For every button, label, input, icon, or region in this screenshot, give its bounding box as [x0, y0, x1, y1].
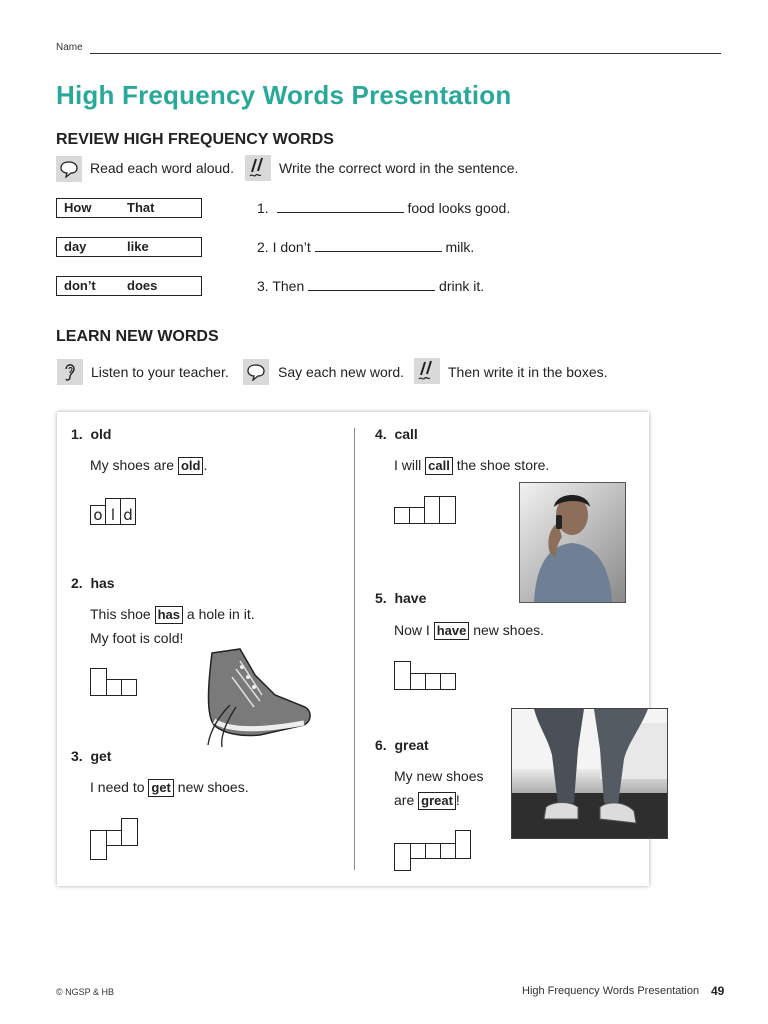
item-sentence-great: are great !: [394, 792, 460, 808]
letter-box[interactable]: [410, 843, 426, 859]
word: don’t: [64, 278, 96, 293]
item-title-get: 3. get: [71, 748, 112, 764]
item-title-have: 5. have: [375, 590, 427, 606]
review-sentence-1: 1. food looks good.: [257, 200, 511, 216]
item-title-old: 1. old: [71, 426, 112, 442]
item-sentence-has-line2: My foot is cold!: [90, 630, 184, 646]
word: day: [64, 239, 87, 254]
target-word: call: [425, 457, 453, 475]
item-sentence-old: My shoes are old .: [90, 457, 208, 473]
letter-box[interactable]: [121, 679, 137, 696]
review-sentence-2: 2. I don’t milk.: [257, 239, 475, 255]
letter-box[interactable]: [440, 673, 456, 690]
item-sentence-great-line1: My new shoes: [394, 768, 484, 784]
word: does: [127, 278, 158, 293]
letter-box[interactable]: [424, 496, 440, 524]
item-title-call: 4. call: [375, 426, 418, 442]
letter-box[interactable]: [394, 507, 410, 524]
letter-box[interactable]: [409, 507, 425, 524]
letter-box[interactable]: [425, 673, 441, 690]
review-heading: REVIEW HIGH FREQUENCY WORDS: [56, 131, 334, 148]
letter-box[interactable]: [90, 668, 107, 696]
letter-box[interactable]: [106, 679, 122, 696]
target-word: great: [418, 792, 456, 810]
letter-box[interactable]: [106, 830, 122, 846]
name-line[interactable]: [90, 53, 721, 54]
letter-box[interactable]: [439, 496, 456, 524]
instruction-say: Say each new word.: [278, 364, 405, 380]
word-pair-box: [56, 276, 202, 296]
man-on-phone-photo: [519, 482, 626, 603]
item-sentence-have: Now I have new shoes.: [394, 622, 545, 638]
word: How: [64, 200, 92, 215]
word: That: [127, 200, 155, 215]
letter-box[interactable]: d: [120, 498, 136, 525]
letter-box[interactable]: l: [105, 498, 121, 525]
answer-blank[interactable]: [315, 239, 442, 252]
learn-heading: LEARN NEW WORDS: [56, 328, 219, 345]
item-sentence-call: I will call the shoe store.: [394, 457, 550, 473]
letter-box[interactable]: [394, 661, 411, 690]
target-word: old: [178, 457, 204, 475]
name-label: Name: [56, 42, 83, 53]
item-title-great: 6. great: [375, 737, 429, 753]
letter-box[interactable]: [455, 830, 471, 859]
running-title: High Frequency Words Presentation: [522, 985, 700, 997]
ear-icon: [57, 359, 83, 385]
item-sentence-has: This shoe has a hole in it.: [90, 606, 255, 622]
sneaker-image: [200, 645, 315, 750]
copyright: © NGSP & HB: [56, 987, 114, 997]
letter-box[interactable]: [90, 830, 107, 860]
pencil-writing-icon: [245, 155, 271, 181]
answer-blank[interactable]: [277, 200, 404, 213]
target-word: has: [155, 606, 183, 624]
letter-box[interactable]: o: [90, 505, 106, 525]
target-word: get: [148, 779, 174, 797]
letter-box[interactable]: [121, 818, 138, 846]
letter-box[interactable]: [425, 843, 441, 859]
review-sentence-3: 3. Then drink it.: [257, 278, 485, 294]
item-title-has: 2. has: [71, 575, 115, 591]
instruction-listen: Listen to your teacher.: [91, 364, 229, 380]
pencil-writing-icon: [414, 358, 440, 384]
word: like: [127, 239, 149, 254]
jeans-and-shoes-photo: [511, 708, 668, 839]
speech-bubble-icon: [243, 359, 269, 385]
letter-box[interactable]: [410, 673, 426, 690]
speech-bubble-icon: [56, 156, 82, 182]
target-word: have: [434, 622, 470, 640]
page-number: 49: [711, 984, 725, 998]
instruction-write-boxes: Then write it in the boxes.: [448, 364, 608, 380]
instruction-write: Write the correct word in the sentence.: [279, 160, 519, 176]
word-pair-box: [56, 237, 202, 257]
word-pair-box: [56, 198, 202, 218]
letter-box[interactable]: [440, 843, 456, 859]
item-sentence-get: I need to get new shoes.: [90, 779, 249, 795]
page-title: High Frequency Words Presentation: [56, 80, 512, 110]
answer-blank[interactable]: [308, 278, 435, 291]
instruction-read: Read each word aloud.: [90, 160, 234, 176]
letter-box[interactable]: [394, 843, 411, 871]
column-divider: [354, 428, 355, 870]
